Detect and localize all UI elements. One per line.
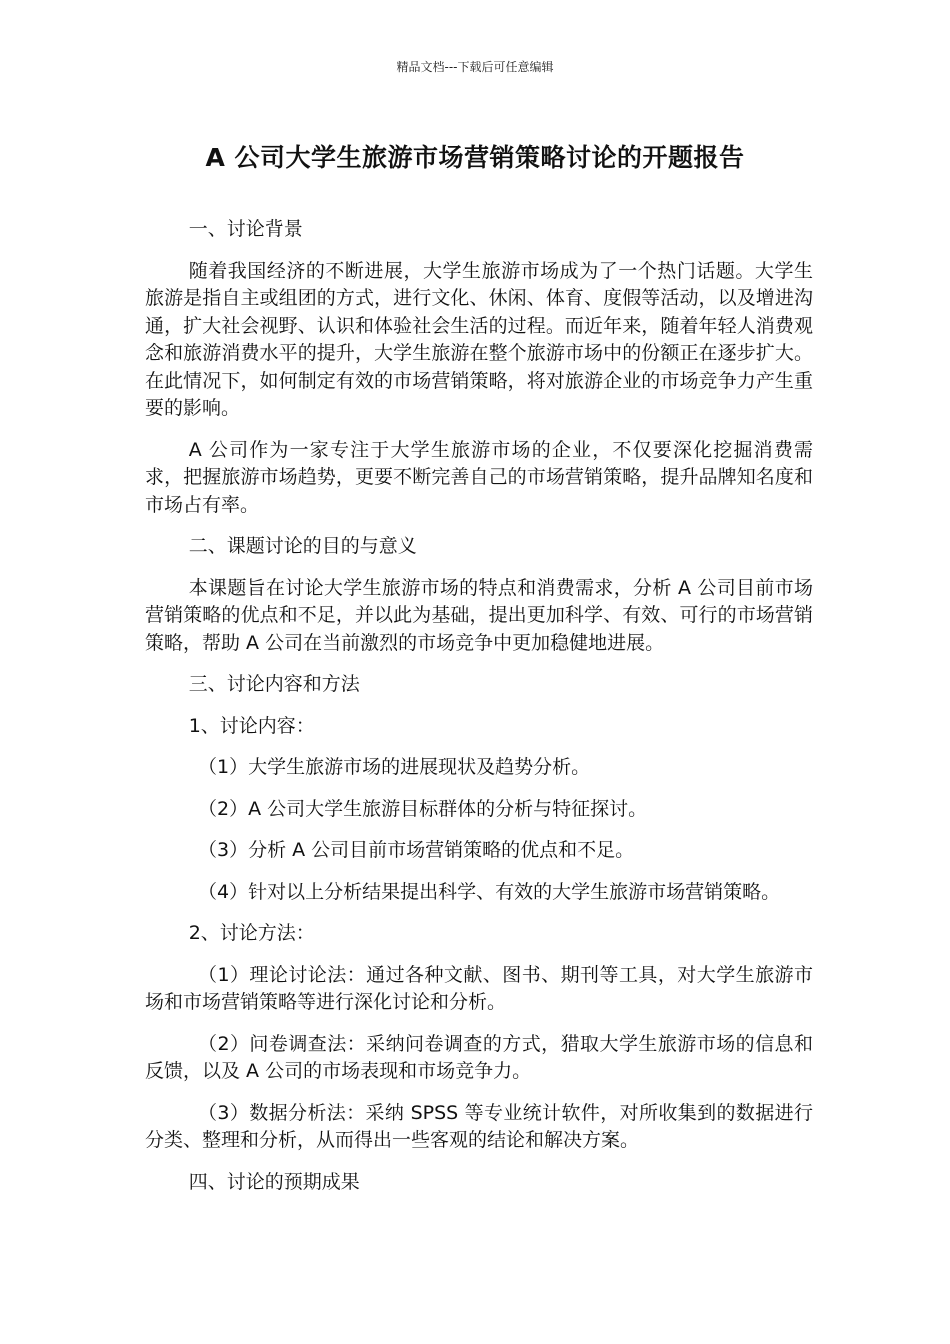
content-item: （4）针对以上分析结果提出科学、有效的大学生旅游市场营销策略。	[198, 880, 781, 903]
content-item: （3）分析 A 公司目前市场营销策略的优点和不足。	[198, 839, 635, 861]
content-subheading: 1、讨论内容：	[188, 714, 315, 737]
section-heading-content-method: 三、讨论内容和方法	[188, 673, 360, 695]
document-title: A 公司大学生旅游市场营销策略讨论的开题报告	[205, 143, 745, 172]
method-item: （3）数据分析法：采纳 SPSS 等专业统计软件，对所收集到的数据进行分类、整理和分析，从而得出一些客观的结论和解决方案。	[145, 1101, 813, 1151]
background-paragraph-2: A 公司作为一家专注于大学生旅游市场的企业，不仅要深化挖掘消费需求，把握旅游市场趋势，更要不断完善自己的市场营销策略，提升品牌知名度和市场占有率。	[145, 438, 813, 516]
method-subheading: 2、讨论方法：	[188, 922, 315, 944]
method-item: （2）问卷调查法：采纳问卷调查的方式，猎取大学生旅游市场的信息和反馈，以及 A 公司的市场表现和市场竞争力。	[145, 1032, 813, 1082]
page-header: 精品文档---下载后可任意编辑	[396, 60, 554, 74]
document-body	[145, 216, 813, 1210]
method-item: （1）理论讨论法：通过各种文献、图书、期刊等工具，对大学生旅游市场和市场营销策略等进行深化讨论和分析。	[145, 963, 813, 1013]
content-item: （2）A 公司大学生旅游目标群体的分析与特征探讨。	[198, 797, 648, 820]
background-paragraph-1: 随着我国经济的不断进展，大学生旅游市场成为了一个热门话题。大学生旅游是指自主或组团的方式，进行文化、休闲、体育、度假等活动，以及增进沟通，扩大社会视野、认识和体验社会生活的过程。而近年来，随着年轻人消费观念和旅游消费水平的提升，大学生旅游在整个旅游市场中的份额正在逐步扩大。在此情况下，如何制定有效的市场营销策略，将对旅游企业的市场竞争力产生重要的影响。	[145, 259, 813, 419]
section-heading-purpose: 二、课题讨论的目的与意义	[188, 535, 417, 557]
section-heading-background: 一、讨论背景	[188, 218, 303, 240]
purpose-paragraph: 本课题旨在讨论大学生旅游市场的特点和消费需求，分析 A 公司目前市场营销策略的优点和不足，并以此为基础，提出更加科学、有效、可行的市场营销策略，帮助 A 公司在当前激烈的市场竞争中更加稳健地进展。	[145, 576, 813, 654]
content-item: （1）大学生旅游市场的进展现状及趋势分析。	[198, 756, 591, 778]
section-heading-expected-results: 四、讨论的预期成果	[188, 1170, 360, 1193]
